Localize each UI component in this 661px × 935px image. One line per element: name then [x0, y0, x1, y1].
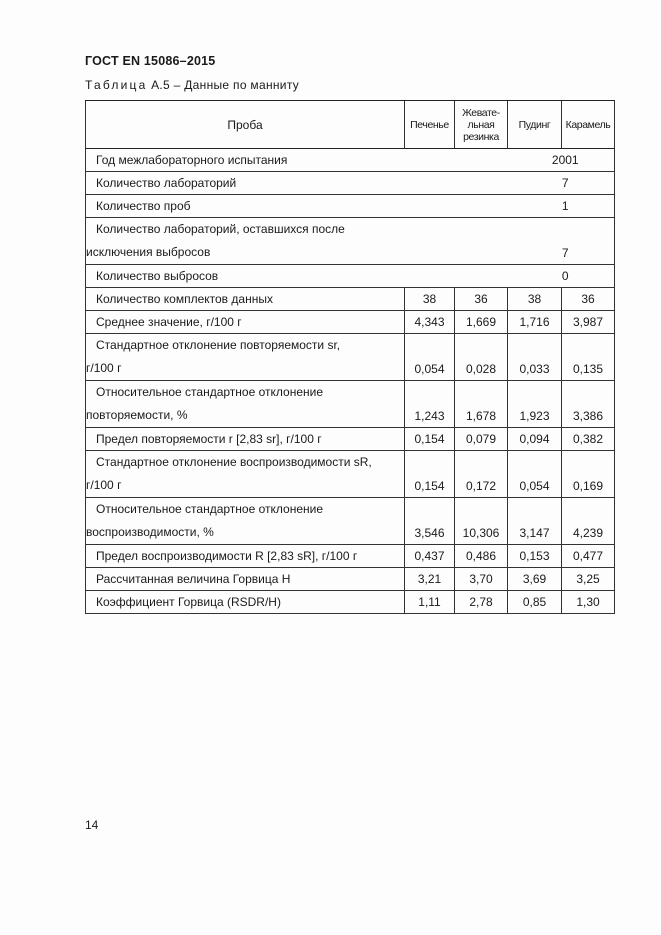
row-label-line-2: г/100 г	[86, 361, 122, 375]
caption-prefix: Таблица	[85, 78, 148, 92]
cell-value: 2,78	[455, 591, 508, 614]
cell-value: 0,033	[508, 334, 562, 381]
cell-value: 0,85	[508, 591, 562, 614]
cell-value: 1,30	[562, 591, 615, 614]
page-number: 14	[85, 818, 99, 832]
cell-value: 1,669	[455, 311, 508, 334]
cell-value: 0,486	[455, 545, 508, 568]
table-row	[86, 149, 615, 172]
table-caption	[85, 78, 299, 92]
cell-value: 0,477	[562, 545, 615, 568]
cell-value: 0,437	[405, 545, 455, 568]
table-row	[86, 288, 615, 311]
table-row	[86, 381, 615, 428]
cell-value: 3,69	[508, 568, 562, 591]
row-shared-value: 7	[405, 172, 615, 195]
row-label: Среднее значение, г/100 г	[86, 311, 405, 334]
row-label-line-2: повторяемости, %	[86, 408, 188, 422]
table-row	[86, 498, 615, 545]
row-label: Год межлабораторного испытания	[86, 149, 405, 172]
cell-value: 3,386	[562, 381, 615, 428]
row-label-line-1: Стандартное отклонение повторяемости sr,	[96, 338, 341, 352]
row-label: Количество проб	[86, 195, 405, 218]
cell-value: 0,135	[562, 334, 615, 381]
row-label-line-2: г/100 г	[86, 478, 122, 492]
cell-value: 0,172	[455, 451, 508, 498]
row-label-line-1: Относительное стандартное отклонение	[96, 385, 323, 399]
table-row	[86, 218, 615, 265]
column-header-pudding: Пудинг	[508, 101, 562, 149]
cell-value: 4,239	[562, 498, 615, 545]
column-header-chewing-gum	[455, 101, 508, 149]
table-header-row	[86, 101, 615, 149]
row-label-line-2: воспроизводимости, %	[86, 525, 214, 539]
row-label-line-1: Относительное стандартное отклонение	[96, 502, 323, 516]
row-shared-value: 1	[405, 195, 615, 218]
cell-value: 3,25	[562, 568, 615, 591]
cell-value: 38	[508, 288, 562, 311]
row-label	[86, 381, 405, 428]
table-row	[86, 428, 615, 451]
row-label: Рассчитанная величина Горвица H	[86, 568, 405, 591]
table-row	[86, 265, 615, 288]
table-body	[86, 149, 615, 614]
cell-value: 0,028	[455, 334, 508, 381]
table-row	[86, 568, 615, 591]
table-row	[86, 451, 615, 498]
row-label	[86, 218, 405, 265]
chew-line-3: резинка	[463, 130, 499, 143]
column-header-cookies: Печенье	[405, 101, 455, 149]
row-label: Количество лабораторий	[86, 172, 405, 195]
table-row	[86, 591, 615, 614]
cell-value: 1,243	[405, 381, 455, 428]
cell-value: 4,343	[405, 311, 455, 334]
cell-value: 1,923	[508, 381, 562, 428]
chew-line-2: льная	[467, 118, 495, 131]
cell-value: 0,079	[455, 428, 508, 451]
row-label	[86, 498, 405, 545]
row-label: Предел повторяемости r [2,83 sr], г/100 г	[86, 428, 405, 451]
table-row	[86, 311, 615, 334]
row-label-line-2: исключения выбросов	[86, 245, 211, 259]
cell-value: 1,11	[405, 591, 455, 614]
column-header-caramel: Карамель	[562, 101, 615, 149]
cell-value: 0,054	[508, 451, 562, 498]
row-label	[86, 451, 405, 498]
cell-value: 36	[562, 288, 615, 311]
cell-value: 0,169	[562, 451, 615, 498]
chew-line-1: Жевате-	[462, 106, 500, 119]
table-row	[86, 172, 615, 195]
table-row	[86, 195, 615, 218]
cell-value: 3,147	[508, 498, 562, 545]
row-label: Количество выбросов	[86, 265, 405, 288]
cell-value: 10,306	[455, 498, 508, 545]
cell-value: 0,154	[405, 451, 455, 498]
row-shared-value: 0	[405, 265, 615, 288]
cell-value: 38	[405, 288, 455, 311]
document-code: ГОСТ EN 15086–2015	[85, 54, 216, 68]
row-shared-value: 2001	[405, 149, 615, 172]
row-label	[86, 334, 405, 381]
cell-value: 1,716	[508, 311, 562, 334]
cell-value: 0,094	[508, 428, 562, 451]
cell-value: 0,382	[562, 428, 615, 451]
cell-value: 36	[455, 288, 508, 311]
caption-title: А.5 – Данные по манниту	[147, 78, 300, 92]
cell-value: 3,546	[405, 498, 455, 545]
row-label: Коэффициент Горвица (RSDR/H)	[86, 591, 405, 614]
cell-value: 3,70	[455, 568, 508, 591]
row-label-line-1: Количество лабораторий, оставшихся после	[96, 222, 345, 236]
cell-value: 0,153	[508, 545, 562, 568]
column-header-sample: Проба	[86, 101, 405, 149]
table-row	[86, 334, 615, 381]
mannitol-data-table	[85, 100, 615, 614]
cell-value: 3,987	[562, 311, 615, 334]
cell-value: 3,21	[405, 568, 455, 591]
cell-value: 0,154	[405, 428, 455, 451]
cell-value: 0,054	[405, 334, 455, 381]
cell-value: 1,678	[455, 381, 508, 428]
row-label-line-1: Стандартное отклонение воспроизводимости sR,	[96, 455, 372, 469]
row-label: Количество комплектов данных	[86, 288, 405, 311]
row-shared-value: 7	[405, 218, 615, 265]
row-label: Предел воспроизводимости R [2,83 sR], г/100 г	[86, 545, 405, 568]
table-row	[86, 545, 615, 568]
